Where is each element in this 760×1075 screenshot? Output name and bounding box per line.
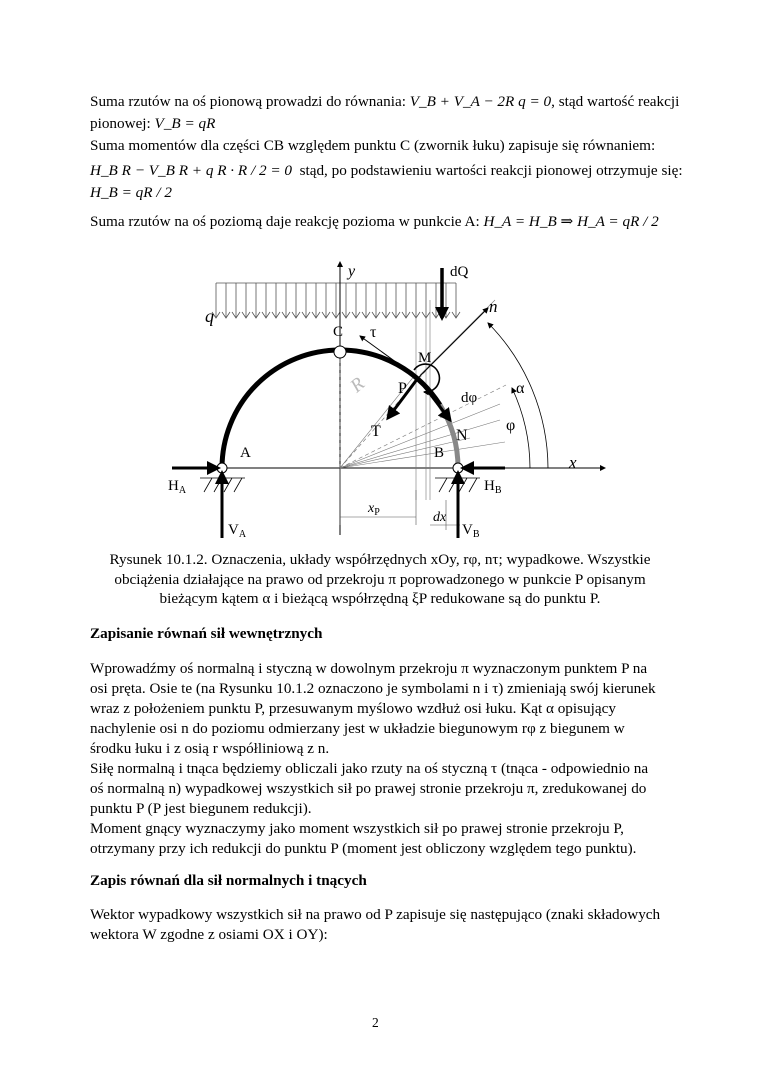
section-heading-normal-shear: Zapis równań dla sił normalnych i tnących — [90, 872, 367, 889]
distributed-load-q — [216, 283, 456, 318]
label-VB: $V_B$ — [462, 522, 480, 540]
label-alpha: α — [516, 380, 525, 397]
intro-line-4-tail: stąd, po podstawieniu wartości reakcji pionowej otrzymuje się: — [299, 162, 683, 179]
page-number: 2 — [372, 1015, 379, 1030]
equation-ha: H_A = H_B ⇒ H_A = qR / 2 — [483, 213, 659, 230]
N-force-arrow — [418, 378, 450, 420]
label-N: N — [456, 427, 468, 444]
label-dQ: dQ — [450, 264, 469, 280]
label-HB: $H_B$ — [484, 478, 502, 496]
label-x: x — [569, 453, 577, 472]
s1-p3-line-1: Moment gnący wyznaczymy jako moment wszystkich sił po prawej stronie przekroju P, — [90, 820, 624, 837]
intro-line-2-text: pionowej: — [90, 115, 151, 132]
s1-p1-line-1: Wprowadźmy oś normalną i styczną w dowolnym przekroju π wyznaczonym punktem P na — [90, 660, 648, 677]
s2-p1-line-1: Wektor wypadkowy wszystkich sił na prawo od P zapisuje się następująco (znaki składowych — [90, 906, 661, 923]
label-M: M — [418, 350, 432, 366]
s1-p1-line-3: wraz z położeniem punktu P, przesuwanym myślowo wzdłuż osi łuku. Kąt α opisujący — [90, 700, 616, 717]
label-VA: $V_A$ — [228, 522, 247, 540]
label-B: B — [434, 445, 445, 461]
label-n: n — [489, 297, 498, 316]
hinge-A — [217, 463, 227, 473]
intro-line-1-text: Suma rzutów na oś pionową prowadzi do równania: — [90, 93, 406, 110]
label-tau: τ — [370, 324, 377, 341]
label-phi: φ — [506, 417, 516, 434]
label-P: P — [398, 380, 407, 397]
s1-p1-line-5: środku łuku i z osią r współliniową z n. — [90, 740, 330, 757]
figure-caption: Rysunek 10.1.2. Oznaczenia, układy współrzędnych xOy, rφ, nτ; wypadkowe. Wszystkie obciążenia działające na prawo od przekroju π poprowadzonego w punkcie P opisanym bieżącym kątem α i bieżącą współrzędną ξP redukowane są do punktu P. — [109, 551, 651, 607]
label-R: R — [346, 373, 369, 397]
label-dx: dx — [433, 510, 447, 525]
equation-hb: H_B = qR / 2 — [90, 184, 172, 201]
label-y: y — [348, 263, 356, 280]
s1-p3-line-2: otrzymany przy ich redukcji do punktu P (moment jest obliczony względem tego punktu). — [90, 840, 637, 857]
s1-p2-line-2: oś normalną n) wypadkowej wszystkich sił po prawej stronie przekroju π, zredukowanej do — [90, 780, 647, 797]
label-q: q — [205, 306, 214, 326]
equation-vb: V_B = qR — [154, 115, 216, 132]
tau-axis-arrow — [360, 336, 418, 378]
intro-line-3: Suma momentów dla części CB względem punktu C (zwornik łuku) zapisuje się równaniem: — [90, 137, 656, 154]
n-axis-arrow — [418, 308, 488, 378]
label-C: C — [333, 324, 344, 340]
s2-p1-line-2: wektora W zgodne z osiami OX i OY): — [90, 926, 328, 943]
intro-line-1-tail: , stąd wartość reakcji — [551, 93, 680, 110]
label-dphi: dφ — [461, 390, 478, 406]
label-xP: $x_P$ — [368, 501, 380, 518]
hinge-B — [453, 463, 463, 473]
s1-p1-line-2: osi pręta. Osie te (na Rysunku 10.1.2 oznaczono je symbolami n i τ) zmieniają swój kierunek — [90, 680, 656, 697]
label-HA: $H_A$ — [168, 478, 187, 496]
label-T: T — [371, 423, 381, 440]
intro-line-6-text: Suma rzutów na oś poziomą daje reakcję pozioma w punkcie A: — [90, 213, 480, 230]
label-A: A — [240, 445, 251, 461]
equation-moment-c: H_B R − V_B R + q R · R / 2 = 0 — [90, 162, 292, 179]
s1-p1-line-4: nachylenie osi n do poziomu odmierzany jest w układzie biegunowym rφ z biegunem w — [90, 720, 625, 737]
section-heading-internal-forces: Zapisanie równań sił wewnętrznych — [90, 625, 323, 642]
equation-vertical-sum: V_B + V_A − 2R q = 0 — [409, 93, 552, 110]
s1-p2-line-3: punktu P (P jest biegunem redukcji). — [90, 800, 312, 817]
hinge-C — [334, 346, 346, 358]
s1-p2-line-1: Siłę normalną i tnąca będziemy obliczali jako rzuty na oś styczną τ (tnąca - odpowiednio na — [90, 760, 649, 777]
